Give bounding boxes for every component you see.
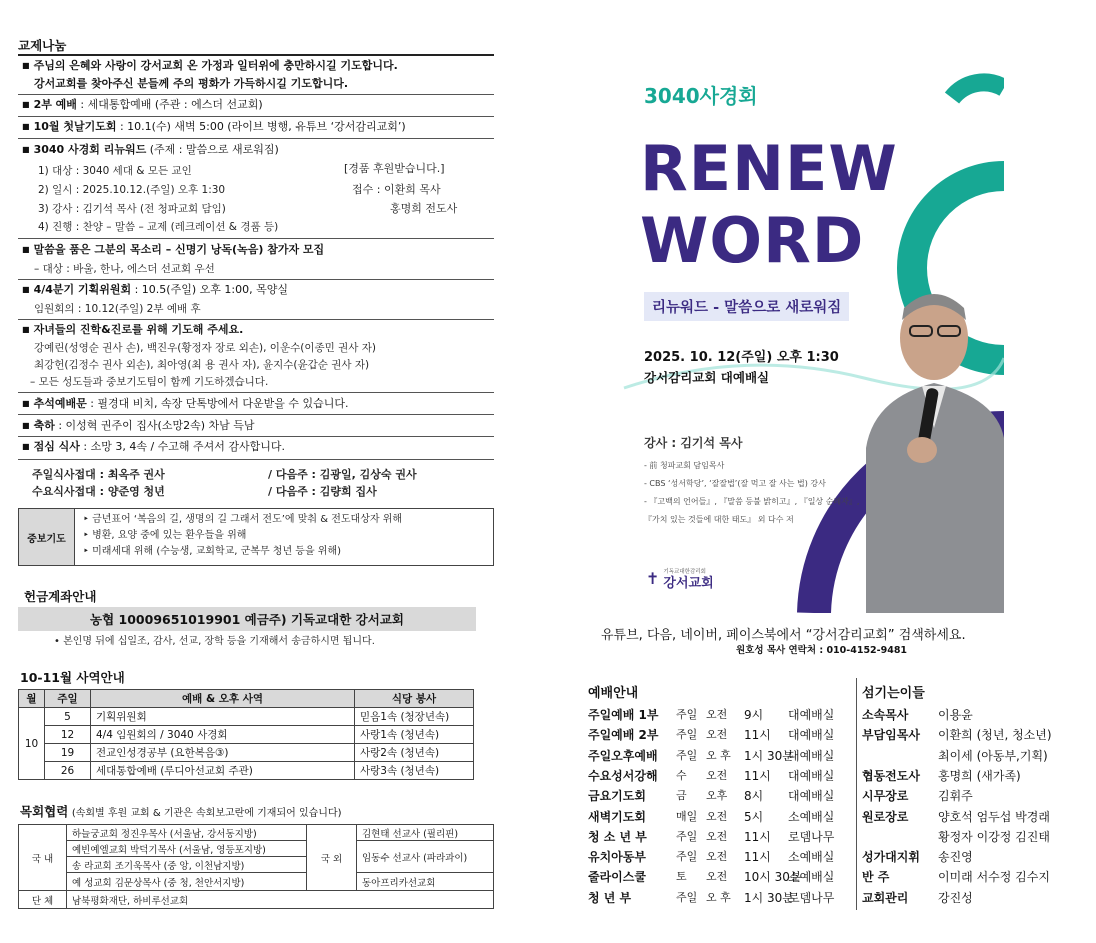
table-header: 월: [19, 690, 45, 708]
renew-register: 접수 : 이환희 목사: [352, 183, 441, 196]
poster-venue: 강서감리교회 대예배실: [644, 370, 770, 385]
reading-target: – 대상 : 바울, 한나, 에스더 선교회 우선: [34, 263, 215, 275]
table-row: 19 전교인성경공부 (요한복음③) 사랑2속 (청년속): [19, 744, 474, 762]
meal-sunday: 주일식사접대 : 최옥주 권사: [32, 468, 165, 481]
mission-table: 국 내 하늘궁교회 정진우목사 (서울남, 강서동지방) 국 외 김현태 선교사 (필리핀) 예빈예엘교회 박덕기목사 (서울남, 영등포지방) 임동수 선교사 (파라과이) 송 라교회 조기욱목사 (중 앙, 이천남지방) 예 성교회 김문상목사 (중 청, 천안서지방) 동아프리카선교회 단 체 남북평화재단, 하비루선교회: [18, 824, 494, 909]
item-congrats: ■ 축하 : 이성혁 권주이 집사(소망2속) 차남 득남: [22, 418, 254, 435]
item-renew-word: ■ 3040 사경회 리뉴워드 (주제 : 말씀으로 새로워짐): [22, 142, 279, 159]
column-divider: [856, 678, 857, 910]
item-prayer-meeting: ■ 10월 첫날기도회 : 10.1(수) 새벽 5:00 (라이브 병행, 유튜브 ‘강서감리교회’): [22, 119, 406, 136]
church-logo: ✝ 기독교대한감리회 강서교회: [646, 568, 714, 591]
prayer-label: 중보기도: [19, 509, 75, 565]
poster-subtitle: 3040사경회: [644, 84, 758, 108]
prayer-box: [18, 508, 494, 566]
renew-datetime: 2) 일시 : 2025.10.12.(주일) 오후 1:30: [38, 184, 226, 196]
contact-line: 원호성 목사 연락처 : 010-4152-9481: [736, 645, 908, 656]
renew-prize-note: [경품 후원받습니다.]: [344, 162, 445, 175]
students-line3: – 모든 성도들과 중보기도팀이 함께 기도하겠습니다.: [30, 376, 269, 388]
table-row: 26 세대통합예배 (루디아선교회 주관) 사랑3속 (청년속): [19, 762, 474, 780]
item-lunch: ■ 점심 식사 : 소망 3, 4속 / 수고해 주셔서 감사합니다.: [22, 439, 285, 456]
renew-target: 1) 대상 : 3040 세대 & 모든 교인: [38, 165, 192, 177]
renew-register2: 홍명희 전도사: [390, 202, 458, 215]
table-header: 예배 & 오후 사역: [91, 690, 355, 708]
services-title: 예배안내: [588, 686, 639, 701]
month-cell: 10: [19, 708, 45, 780]
divider: [18, 54, 494, 56]
left-column: [0, 0, 500, 943]
renew-speaker: 3) 강사 : 김기석 목사 (전 청파교회 담임): [38, 203, 226, 215]
item-chuseok: ■ 추석예배문 : 필경대 비치, 속장 단톡방에서 다운받을 수 있습니다.: [22, 396, 349, 413]
poster-bio: - CBS ‘성서학당’, ‘잘잘법’(잘 먹고 잘 사는 법) 강사: [644, 479, 826, 488]
poster-datetime: 2025. 10. 12(주일) 오후 1:30: [644, 350, 839, 365]
item-students: ■ 자녀들의 진학&진로를 위해 기도해 주세요.: [22, 322, 243, 339]
poster-tagline: 리뉴워드 - 말씀으로 새로워짐: [644, 292, 849, 321]
poster-title-renew: RENEW: [640, 132, 898, 205]
ministry-table: [18, 689, 474, 780]
mission-heading: 목회협력 (속회별 후원 교회 & 기관은 속회보고란에 기재되어 있습니다): [20, 804, 342, 819]
poster-speaker: 강사 : 김기석 목사: [644, 436, 743, 450]
fellowship-title: 교제나눔: [18, 38, 67, 53]
event-poster: [604, 58, 1004, 613]
item-worship2: ■ 2부 예배 : 세대통합예배 (주관 : 에스더 선교회): [22, 97, 263, 114]
item-reading: ■ 말씀을 품은 그분의 목소리 – 신명기 낭독(녹음) 참가자 모집: [22, 242, 324, 259]
offering-note: • 본인명 뒤에 십일조, 감사, 선교, 장학 등을 기재해서 송금하시면 됩니다.: [54, 636, 375, 647]
poster-bio: - 『고백의 언어들』, 『말씀 등불 밝히고』, 『일상 순례자』,: [644, 497, 860, 506]
speaker-photo: [866, 294, 1004, 613]
table-row: 10 5 기획위원회 믿음1속 (청장년속): [19, 708, 474, 726]
students-line1: 강예린(성영순 권사 손), 백진우(황정자 장로 외손), 이운수(이종민 권사 자): [34, 342, 376, 354]
table-header: 식당 봉사: [355, 690, 474, 708]
meal-sunday-next: / 다음주 : 김광일, 김상숙 권사: [268, 468, 417, 481]
item-planning: ■ 4/4분기 기획위원회 : 10.5(주일) 오후 1:00, 목양실: [22, 282, 288, 299]
students-line2: 최강헌(김정수 권사 외손), 최아영(최 용 권사 자), 윤지수(윤갑순 권사 자): [34, 359, 370, 371]
servants-title: 섬기는이들: [862, 686, 925, 701]
planning-meeting: 임원회의 : 10.12(주일) 2부 예배 후: [34, 303, 201, 315]
teal-arc: [952, 82, 1004, 98]
poster-bio: 『가치 있는 것들에 대한 태도』 외 다수 저: [644, 515, 794, 524]
ministry-title: 10-11월 사역안내: [20, 670, 125, 685]
table-header: 주일: [45, 690, 91, 708]
renew-program: 4) 진행 : 찬양 – 말씀 – 교제 (레크레이션 & 경품 등): [38, 221, 279, 233]
prayer-item: ‣ 병환, 요양 중에 있는 환우들을 위해: [83, 530, 247, 541]
meal-wednesday: 수요식사접대 : 양준영 청년: [32, 485, 165, 498]
offering-title: 헌금계좌안내: [24, 589, 97, 604]
prayer-item: ‣ 미래세대 위해 (수능생, 교회학교, 군복무 청년 등을 위해): [83, 546, 342, 557]
poster-title-word: WORD: [640, 204, 865, 277]
table-row: 12 4/4 임원회의 / 3040 사경회 사랑1속 (청년속): [19, 726, 474, 744]
poster-bio: - 前 청파교회 담임목사: [644, 461, 725, 470]
cross-icon: ✝: [646, 568, 660, 588]
greeting-line2: 강서교회를 찾아주신 분들께 주의 평화가 가득하시길 기도합니다.: [34, 77, 349, 90]
prayer-item: ‣ 금년표어 ‘복음의 길, 생명의 길 그래서 전도’에 맞춰 & 전도대상자 위해: [83, 514, 403, 525]
greeting-line1: ■ 주님의 은혜와 사랑이 강서교회 온 가정과 일터위에 충만하시길 기도합니다.: [22, 58, 398, 75]
offering-account: 농협 10009651019901 예금주) 기독교대한 강서교회: [18, 607, 476, 631]
search-line: 유튜브, 다음, 네이버, 페이스북에서 “강서감리교회” 검색하세요.: [601, 628, 966, 643]
meal-wednesday-next: / 다음주 : 김량희 집사: [268, 485, 377, 498]
